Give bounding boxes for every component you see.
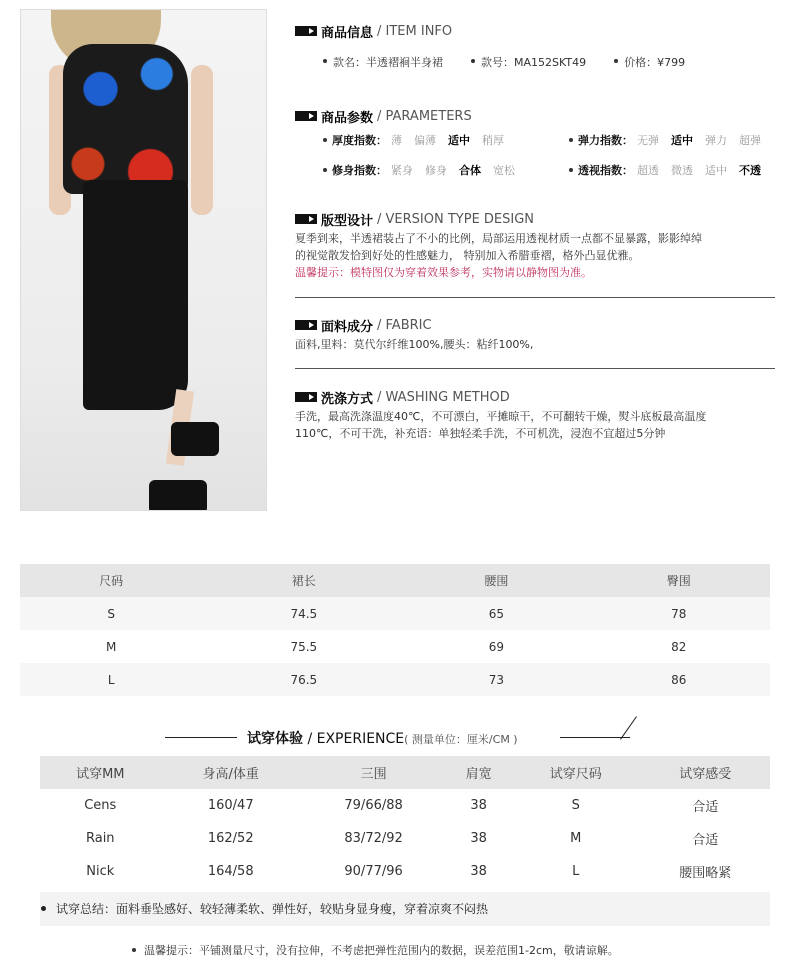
parameter-label: 厚度指数： (332, 134, 387, 147)
table-cell: 79/66/88 (301, 789, 446, 822)
measurement-tip: 温馨提示：平铺测量尺寸，没有拉伸，不考虑把弹性范围内的数据，误差范围1-2cm，敬请谅解。 (132, 942, 619, 958)
experience-title (247, 728, 518, 748)
design-title-cn: 版型设计 (321, 213, 374, 229)
table-cell: 164/58 (161, 855, 301, 888)
table-cell: Nick (40, 855, 161, 888)
table-cell: 38 (446, 855, 511, 888)
table-cell: Cens (40, 789, 161, 822)
item-price: 价格：¥799 (614, 54, 685, 70)
fabric-title-en: / FABRIC (377, 317, 432, 333)
table-cell: M (20, 630, 202, 663)
parameters-section (295, 107, 775, 179)
washing-instructions (295, 408, 773, 442)
parameter-label: 修身指数： (332, 164, 387, 177)
fabric-heading (295, 316, 775, 334)
parameters-title-cn: 商品参数 (321, 110, 374, 126)
model-printed-top (63, 44, 188, 194)
table-cell: 38 (446, 789, 511, 822)
parameter-option: 无弹 (637, 134, 659, 147)
section-marker-icon (295, 392, 317, 402)
section-divider (295, 368, 775, 369)
table-row (40, 855, 770, 888)
design-line-2: 的视觉散发恰到好处的性感魅力， 特别加入希腊垂褶，格外凸显优雅。 (295, 249, 640, 262)
section-marker-icon (295, 320, 317, 330)
fabric-composition: 面料,里料：莫代尔纤维100%,腰头：粘纤100%, (295, 338, 534, 351)
parameter-option: 稍厚 (482, 134, 504, 147)
table-row (20, 597, 770, 630)
table-cell: 73 (405, 663, 587, 696)
parameter-option: 修身 (425, 164, 447, 177)
table-cell: Rain (40, 822, 161, 855)
parameter-item (541, 132, 775, 148)
table-cell: 160/47 (161, 789, 301, 822)
model-sandal-left (149, 480, 207, 511)
table-header-cell: 试穿感受 (640, 756, 770, 789)
parameter-option: 宽松 (493, 164, 515, 177)
parameter-row (295, 161, 775, 179)
table-header-cell: 三围 (301, 756, 446, 789)
table-header-cell: 肩宽 (446, 756, 511, 789)
design-title-en: / VERSION TYPE DESIGN (377, 211, 535, 227)
experience-summary: 试穿总结：面料垂坠感好、较轻薄柔软、弹性好，较贴身显身瘦，穿着凉爽不闷热 (40, 892, 770, 926)
parameters-heading (295, 107, 775, 125)
design-warm-tip: 温馨提示：模特图仅为穿着效果参考，实物请以静物图为准。 (295, 266, 592, 279)
section-marker-icon (295, 214, 317, 224)
experience-table (40, 756, 770, 888)
table-cell: 合适 (640, 789, 770, 822)
experience-rule-left (165, 737, 237, 738)
parameter-option: 超弹 (739, 134, 761, 147)
parameter-label: 透视指数： (578, 164, 633, 177)
table-cell: S (20, 597, 202, 630)
parameter-option: 偏薄 (414, 134, 436, 147)
table-cell: 83/72/92 (301, 822, 446, 855)
parameter-row (295, 131, 775, 149)
parameter-option-selected: 适中 (671, 134, 693, 147)
experience-unit: ( 测量单位：厘米/CM ) (404, 733, 518, 746)
parameter-option: 超透 (637, 164, 659, 177)
table-cell: 162/52 (161, 822, 301, 855)
table-cell: 75.5 (202, 630, 405, 663)
washing-title-cn: 洗涤方式 (321, 391, 374, 407)
parameter-option-selected: 不透 (739, 164, 761, 177)
product-model-photo (20, 9, 267, 511)
parameter-label: 弹力指数： (578, 134, 633, 147)
table-header-cell: 臀围 (588, 564, 770, 597)
section-marker-icon (295, 111, 317, 121)
model-black-skirt (83, 180, 188, 410)
table-cell: S (511, 789, 640, 822)
table-cell: L (20, 663, 202, 696)
parameter-option-selected: 适中 (448, 134, 470, 147)
table-cell: 76.5 (202, 663, 405, 696)
table-header-cell: 试穿MM (40, 756, 161, 789)
parameter-option: 薄 (391, 134, 402, 147)
model-right-arm (191, 65, 213, 215)
table-cell: 合适 (640, 822, 770, 855)
washing-line-2: 110℃，不可干洗，补充语：单独轻柔手洗，不可机洗，浸泡不宜超过5分钟 (295, 427, 666, 440)
fabric-section (295, 316, 775, 353)
item-info-section (295, 22, 775, 70)
section-marker-icon (295, 26, 317, 36)
parameter-option: 紧身 (391, 164, 413, 177)
table-cell: 38 (446, 822, 511, 855)
table-row (40, 822, 770, 855)
item-name: 款名：半透褶裥半身裙 (323, 54, 443, 70)
parameter-option: 适中 (705, 164, 727, 177)
table-row (20, 630, 770, 663)
experience-title-en: / EXPERIENCE (303, 731, 405, 747)
item-code: 款号：MA152SKT49 (471, 54, 586, 70)
parameter-item (295, 162, 541, 178)
parameter-option-selected: 合体 (459, 164, 481, 177)
table-cell: 78 (588, 597, 770, 630)
table-cell: 69 (405, 630, 587, 663)
experience-title-cn: 试穿体验 (247, 731, 303, 747)
design-section (295, 210, 775, 281)
section-divider (295, 297, 775, 298)
design-description (295, 230, 773, 264)
table-header-cell: 试穿尺码 (511, 756, 640, 789)
table-cell: L (511, 855, 640, 888)
washing-line-1: 手洗，最高洗涤温度40℃，不可漂白，平摊晾干，不可翻转干燥，熨斗底板最高温度 (295, 410, 707, 423)
washing-title-en: / WASHING METHOD (377, 389, 510, 405)
parameter-item (295, 132, 541, 148)
design-line-1: 夏季到来，半透裙装占了不小的比例，局部运用透视材质一点都不显暴露，影影绰绰 (295, 232, 702, 245)
table-row (20, 663, 770, 696)
parameter-option: 微透 (671, 164, 693, 177)
table-cell: 86 (588, 663, 770, 696)
table-header-cell: 身高/体重 (161, 756, 301, 789)
item-info-heading (295, 22, 775, 40)
model-sandal-right (171, 422, 219, 456)
parameter-item (541, 162, 775, 178)
table-cell: 腰围略紧 (640, 855, 770, 888)
table-header-cell: 尺码 (20, 564, 202, 597)
washing-heading (295, 388, 775, 406)
table-cell: 90/77/96 (301, 855, 446, 888)
parameters-title-en: / PARAMETERS (377, 108, 472, 124)
table-cell: 74.5 (202, 597, 405, 630)
table-cell: 82 (588, 630, 770, 663)
item-info-title-en: / ITEM INFO (377, 23, 453, 39)
size-table (20, 564, 770, 696)
table-header-cell: 裙长 (202, 564, 405, 597)
table-row (40, 789, 770, 822)
design-heading (295, 210, 775, 228)
washing-section (295, 388, 775, 442)
table-cell: M (511, 822, 640, 855)
table-header-cell: 腰围 (405, 564, 587, 597)
parameter-option: 弹力 (705, 134, 727, 147)
fabric-title-cn: 面料成分 (321, 319, 374, 335)
item-info-title-cn: 商品信息 (321, 25, 374, 41)
table-cell: 65 (405, 597, 587, 630)
